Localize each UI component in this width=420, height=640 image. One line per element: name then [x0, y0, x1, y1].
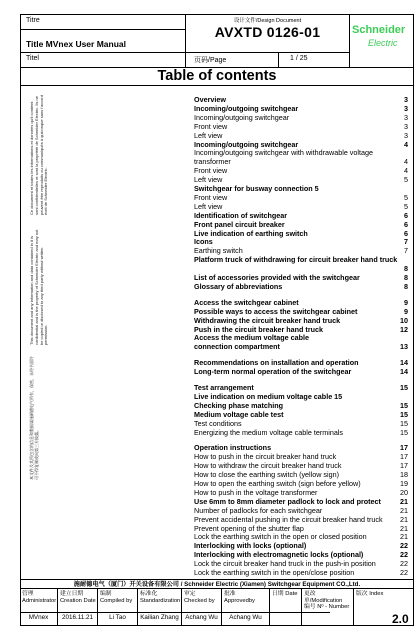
toc-entry[interactable] [194, 131, 408, 140]
toc-entry-page: 6 [404, 210, 408, 220]
toc-entry-label: transformer [194, 157, 231, 167]
logo-text-line2: Electric [368, 38, 398, 48]
toc-entry[interactable] [194, 515, 408, 524]
side-notice-chinese: 本文件及其所包含的信息和数据属施耐德电气所有，保密，未经书面许可不得复制或向第三方披露。 [29, 356, 39, 480]
design-document-label: 设计文件/Design Document [233, 18, 302, 24]
approval-cell-heading-cn: 编制 [100, 591, 112, 597]
toc-entry-label: Glossary of abbreviations [194, 281, 283, 291]
toc-entry[interactable] [194, 273, 408, 282]
toc-entry-label: Live indication on medium voltage cable 15 [194, 391, 343, 401]
toc-entry-label: Incoming/outgoing switchgear [194, 103, 299, 113]
toc-entry-page: 20 [400, 487, 408, 497]
toc-entry-page: 22 [400, 559, 408, 569]
approval-cell-value: Achang Wu [229, 614, 262, 621]
titel-label: Titel [26, 55, 39, 62]
toc-entry-page: 17 [400, 443, 408, 453]
company-name: 施耐德电气（厦门）开关设备有限公司 / Schneider Electric (Xiamen) Switchgear Equipment CO.,Ltd. [20, 579, 414, 589]
titre-label: Titre [26, 17, 40, 24]
toc-entry[interactable] [194, 95, 408, 104]
page-title: Table of contents [20, 68, 414, 86]
toc-entry-page: 22 [400, 541, 408, 551]
toc-entry-page: 3 [404, 103, 408, 113]
toc-entry[interactable] [194, 443, 408, 452]
toc-entry-label: Withdrawing the circuit breaker hand truck [194, 315, 341, 325]
toc-entry[interactable] [194, 488, 408, 497]
toc-entry-label: Live indication of earthing switch [194, 228, 308, 238]
toc-entry[interactable] [194, 166, 408, 175]
approval-cell-heading-en: Approvedby [224, 597, 255, 604]
approval-cell [182, 589, 222, 626]
toc-entry-label: Front panel circuit breaker [194, 219, 285, 229]
toc-entry-label: Possible ways to access the switchgear cabinet [194, 306, 358, 316]
toc-entry-label: Switchgear for busway connection 5 [194, 184, 319, 193]
reference-block [186, 14, 350, 68]
toc-entry[interactable] [194, 264, 408, 273]
toc-entry[interactable] [194, 452, 408, 461]
toc-entry-label: Icons [194, 237, 213, 247]
toc-entry-page: 17 [400, 452, 408, 462]
approval-cell-heading-cn: 审定 [184, 591, 196, 597]
toc-entry[interactable] [194, 568, 408, 577]
logo-text-line1: Schneider [352, 24, 406, 36]
toc-entry-label: Lock the earthing switch in the open or closed position [194, 532, 367, 542]
approval-cell [302, 589, 354, 626]
schneider-logo [352, 22, 412, 62]
toc-entry[interactable] [194, 229, 408, 238]
toc-entry-label: Interlocking with locks (optional) [194, 541, 307, 551]
approval-cell [98, 589, 138, 626]
toc-entry-page: 3 [404, 95, 408, 104]
toc-entry-page: 19 [400, 479, 408, 488]
toc-entry[interactable] [194, 342, 408, 351]
toc-entry[interactable] [194, 541, 408, 550]
toc-entry-label: Overview [194, 95, 226, 104]
toc-entry-label: Prevent opening of the shutter flap [194, 523, 304, 533]
toc-entry-page: 5 [404, 201, 408, 211]
toc-entry[interactable] [194, 211, 408, 220]
toc-entry-page: 3 [404, 121, 408, 131]
toc-entry[interactable] [194, 410, 408, 419]
toc-entry-label: How to withdraw the circuit breaker hand truck [194, 461, 342, 471]
toc-entry-label: Test arrangement [194, 383, 254, 392]
approval-cell-heading-cn: 建立日期 [60, 591, 84, 597]
toc-entry[interactable] [194, 193, 408, 202]
toc-entry-page: 4 [404, 157, 408, 167]
toc-entry-label: Use 6mm to 8mm diameter padlock to lock and protect [194, 496, 381, 506]
approval-cell-heading-cn: 批准 [224, 591, 236, 597]
approval-cell-heading-en: Compiled by [100, 597, 133, 604]
toc-entry-page: 9 [404, 297, 408, 307]
toc-entry-label: Earthing switch [194, 246, 243, 256]
approval-cell-heading-cn: 更改单/Modification [304, 591, 343, 604]
toc-entry-label: How to open the earthing switch (sign before yellow) [194, 479, 361, 488]
toc-entry[interactable] [194, 140, 408, 149]
toc-entry-page: 10 [400, 315, 408, 325]
toc-entry-page: 21 [400, 505, 408, 515]
toc-entry-label: How to push in the voltage transformer [194, 487, 318, 497]
toc-entry[interactable] [194, 113, 408, 122]
toc-entry-page: 21 [400, 514, 408, 524]
approval-cell-heading-cn: 标准化 [140, 591, 158, 597]
toc-entry-page: 8 [404, 273, 408, 282]
toc-entry-label: Incoming/outgoing switchgear [194, 139, 299, 149]
toc-entry-page: 7 [404, 237, 408, 247]
toc-entry-page: 22 [400, 568, 408, 577]
toc-entry[interactable] [194, 506, 408, 515]
toc-entry-label: Access the medium voltage cable [194, 333, 310, 343]
toc-entry-label: Medium voltage cable test [194, 409, 284, 419]
toc-entry-page: 5 [404, 192, 408, 202]
toc-entry-label: Recommendations on installation and operation [194, 358, 359, 368]
page-number: 1 / 25 [290, 55, 308, 62]
approval-cell-value: 2016.11.21 [61, 614, 94, 621]
toc-entry-page: 3 [404, 130, 408, 140]
toc-entry-page: 17 [400, 461, 408, 471]
toc-entry[interactable] [194, 282, 408, 291]
toc-entry[interactable] [194, 550, 408, 559]
toc-entry[interactable] [194, 392, 408, 401]
approval-cell-value: Achang Wu [185, 614, 218, 621]
toc-entry-page: 15 [400, 409, 408, 419]
toc-entry[interactable] [194, 220, 408, 229]
toc-entry-label: Front view [194, 166, 228, 176]
toc-entry-label: Left view [194, 175, 223, 185]
toc-entry-label: Lock the earthing switch in the open/close position [194, 568, 355, 577]
toc-entry-label: How to push in the circuit breaker hand truck [194, 452, 337, 462]
toc-entry[interactable] [194, 559, 408, 568]
approval-cell-heading-en: 编号 Nº - Number [304, 604, 350, 611]
document-header [20, 14, 414, 68]
toc-entry[interactable] [194, 175, 408, 184]
toc-entry-label: Energizing the medium voltage cable terminals [194, 427, 344, 437]
toc-entry-label: Number of padlocks for each switchgear [194, 505, 323, 515]
approval-cell-value: MVnex [28, 614, 49, 621]
toc-entry-label: Test conditions [194, 418, 242, 428]
toc-entry-label: Prevent accidental pushing in the circuit breaker hand truck [194, 514, 383, 524]
side-notice-english: This document and any information and data contained in it is confidential and is the property of Schneider Electric and may not be copied or disclosed to any third party without written permission. [29, 229, 49, 345]
toc-entry-label: How to close the earthing switch (yellow sign) [194, 470, 340, 480]
toc-entry[interactable] [194, 148, 408, 157]
toc-entry[interactable] [194, 428, 408, 437]
toc-entry-page: 8 [404, 281, 408, 291]
toc-entry[interactable] [194, 497, 408, 506]
toc-entry-label: Incoming/outgoing switchgear with withdrawable voltage [194, 148, 373, 158]
toc-entry[interactable] [194, 157, 408, 166]
toc-entry[interactable] [194, 461, 408, 470]
approval-cell-heading-en: 日期 Date [272, 591, 298, 597]
toc-entry[interactable] [194, 524, 408, 533]
toc-entry[interactable] [194, 367, 408, 376]
approval-cell [138, 589, 182, 626]
toc-entry-page: 5 [404, 175, 408, 185]
toc-entry[interactable] [194, 307, 408, 316]
toc-entry[interactable] [194, 184, 408, 193]
approval-cell [270, 589, 302, 626]
approval-cell-value: Kailian Zhang [140, 614, 179, 621]
toc-entry[interactable] [194, 383, 408, 392]
toc-entry-label: List of accessories provided with the switchgear [194, 273, 360, 282]
toc-entry[interactable] [194, 316, 408, 325]
toc-entry-page: 21 [400, 523, 408, 533]
approval-cell-heading-en: Standardization [140, 597, 181, 604]
toc-entry-label: Push in the circuit breaker hand truck [194, 324, 324, 334]
toc-entry-page: 9 [404, 306, 408, 316]
approval-cell [222, 589, 270, 626]
toc-entry[interactable] [194, 202, 408, 211]
toc-entry[interactable] [194, 358, 408, 367]
toc-entry-page: 13 [400, 342, 408, 352]
approval-cell-heading-en: Administrator [22, 597, 57, 604]
toc-entry[interactable] [194, 104, 408, 113]
toc-entry-page: 7 [404, 246, 408, 256]
toc-entry-page: 21 [400, 532, 408, 542]
toc-entry-label: Lock the circuit breaker hand truck in the push-in position [194, 559, 376, 569]
toc-entry-page: 6 [404, 228, 408, 238]
toc-entry[interactable] [194, 419, 408, 428]
toc-entry-page: 8 [404, 264, 408, 274]
toc-entry-label: connection compartment [194, 342, 280, 352]
toc-entry-label: Front view [194, 192, 228, 202]
toc-entry[interactable] [194, 401, 408, 410]
toc-entry-label: Front view [194, 121, 228, 131]
toc-entry[interactable] [194, 246, 408, 255]
toc-entry-page: 21 [400, 496, 408, 506]
toc-entry[interactable] [194, 325, 408, 334]
toc-entry-label: Access the switchgear cabinet [194, 297, 299, 307]
toc-entry[interactable] [194, 255, 408, 264]
approval-cell-heading-cn: 管理 [22, 591, 34, 597]
toc-entry-page: 14 [400, 367, 408, 377]
toc-entry-label: Incoming/outgoing switchgear [194, 112, 290, 122]
approval-cell-heading-en: Creation Date [60, 597, 96, 604]
side-notice-french: Ce document et toutes les informations et données qu'il contient sont confidentielles et sont la propriété de Schneider Electric. Ils ne peuvent être reproduits ou communiqués à quiconque sans l'accord écrit de Schneider Electric. [29, 95, 49, 215]
toc-entry-page: 6 [404, 219, 408, 229]
toc-entry-page: 22 [400, 550, 408, 560]
toc-entry[interactable] [194, 122, 408, 131]
approval-cell-heading-en: 版次 Index [356, 591, 384, 597]
toc-entry-label: Operation instructions [194, 443, 272, 453]
toc-entry-label: Checking phase matching [194, 400, 284, 410]
approval-cell [20, 589, 58, 626]
toc-entry[interactable] [194, 298, 408, 307]
toc-entry-page: 14 [400, 358, 408, 368]
approval-cell [58, 589, 98, 626]
toc-entry-page: 12 [400, 324, 408, 334]
page-label: 页码/Page [194, 57, 227, 64]
toc-entry-label: Left view [194, 130, 223, 140]
toc-entry-label: Left view [194, 201, 223, 211]
toc-entry-label: Platform truck of withdrawing for circuit breaker hand truck [194, 255, 398, 265]
toc-entry-label: Long-term normal operation of the switchgear [194, 367, 352, 377]
toc-entry[interactable] [194, 470, 408, 479]
toc-entry-page: 4 [404, 139, 408, 149]
toc-entry-page: 15 [400, 400, 408, 410]
toc-entry-page: 15 [400, 427, 408, 437]
toc-entry[interactable] [194, 479, 408, 488]
document-reference: AVXTD 0126-01 [214, 24, 321, 40]
approval-cell-heading-en: Checked by [184, 597, 215, 604]
toc-entry-page: 15 [400, 383, 408, 392]
revision-index: 2.0 [392, 612, 409, 626]
toc-entry-page: 3 [404, 112, 408, 122]
toc-entry[interactable] [194, 532, 408, 541]
document-title: Title MVnex User Manual [26, 39, 126, 49]
toc-entry-label: Identification of switchgear [194, 210, 288, 220]
toc-entry[interactable] [194, 237, 408, 246]
approval-table [20, 589, 414, 626]
approval-cell-value: Li Tao [109, 614, 126, 621]
toc-entry[interactable] [194, 333, 408, 342]
logo-block [350, 14, 414, 68]
toc-entry-page: 15 [400, 418, 408, 428]
toc-entry-label: Interlocking with electromagnetic locks (optional) [194, 550, 364, 560]
toc-entry-page: 18 [400, 470, 408, 480]
title-block [20, 14, 186, 68]
toc-entry-page: 4 [404, 166, 408, 176]
